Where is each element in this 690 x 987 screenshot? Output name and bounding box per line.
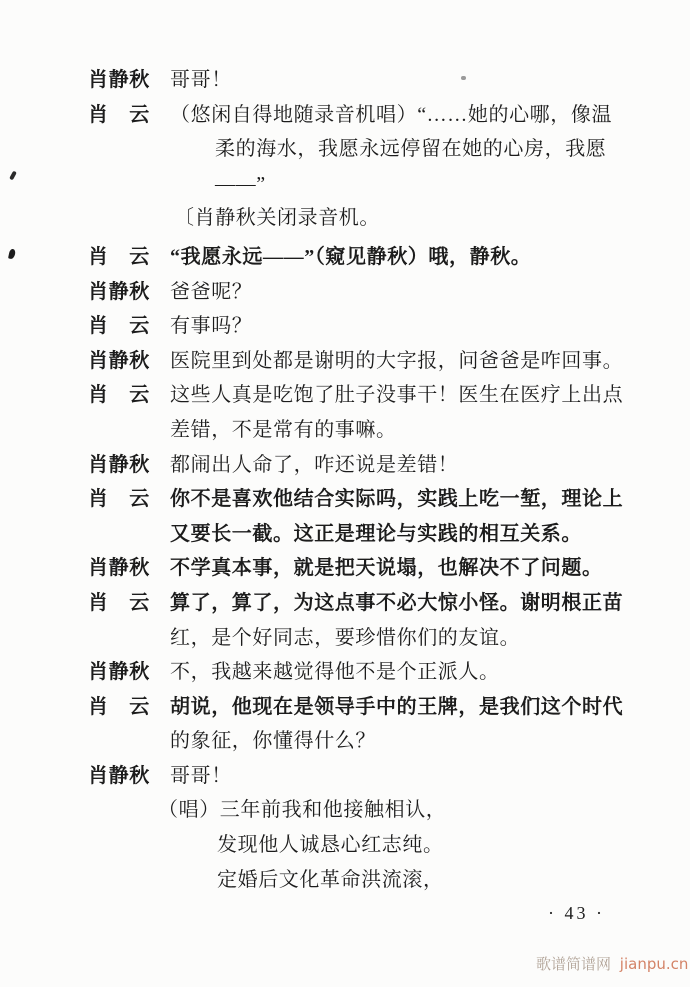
dialogue-text: 有事吗？ bbox=[170, 315, 253, 338]
script-line bbox=[88, 690, 670, 725]
dialogue-text: 你不是喜欢他结合实际吗，实践上吃一堑，理论上 bbox=[170, 488, 624, 511]
speaker-name: 肖 云 bbox=[88, 103, 150, 126]
script-line-continuation bbox=[88, 167, 670, 202]
script-line bbox=[88, 309, 670, 344]
speaker-name: 肖静秋 bbox=[88, 280, 150, 303]
script-body bbox=[88, 63, 670, 897]
dialogue-text: （悠闲自得地随录音机唱）“……她的心哪，像温 bbox=[170, 103, 613, 126]
script-line-continuation bbox=[88, 724, 670, 759]
dialogue-text: 哥哥！ bbox=[170, 69, 232, 91]
dialogue-text: 不，我越来越觉得他不是个正派人。 bbox=[170, 661, 500, 684]
script-line bbox=[88, 344, 670, 379]
dialogue-text: 的象征，你懂得什么？ bbox=[170, 730, 376, 753]
dialogue-text: 算了，算了，为这点事不必大惊小怪。谢明根正苗 bbox=[170, 591, 624, 614]
song-text: （唱）三年前我和他接触相认， bbox=[158, 799, 447, 822]
script-line bbox=[88, 655, 670, 690]
speaker-name: 肖静秋 bbox=[88, 349, 150, 372]
script-line-continuation bbox=[88, 132, 670, 167]
script-line bbox=[88, 448, 670, 483]
speaker-name: 肖 云 bbox=[88, 591, 150, 614]
dialogue-text: 都闹出人命了，咋还说是差错！ bbox=[170, 453, 459, 476]
watermark bbox=[536, 953, 688, 974]
script-line bbox=[88, 378, 670, 413]
speaker-name: 肖 云 bbox=[88, 488, 150, 511]
song-line bbox=[88, 793, 670, 828]
dialogue-text: 不学真本事，就是把天说塌，也解决不了问题。 bbox=[170, 557, 603, 580]
speaker-name: 肖 云 bbox=[88, 384, 150, 407]
watermark-site-name: 歌谱简谱网 bbox=[536, 955, 612, 973]
ink-speck-left-2 bbox=[8, 248, 16, 259]
script-line-continuation bbox=[88, 413, 670, 448]
dialogue-text: ——” bbox=[215, 172, 266, 195]
speaker-name: 肖 云 bbox=[88, 695, 150, 718]
script-line bbox=[88, 759, 670, 794]
speaker-name: 肖 云 bbox=[88, 245, 150, 268]
song-line bbox=[88, 863, 670, 898]
dialogue-text: 又要长一截。这正是理论与实践的相互关系。 bbox=[170, 522, 582, 545]
dialogue-text: 胡说，他现在是领导手中的王牌，是我们这个时代 bbox=[170, 695, 624, 718]
page-number: · 43 · bbox=[548, 903, 605, 923]
stage-direction bbox=[88, 201, 670, 236]
speaker-name: 肖 云 bbox=[88, 315, 150, 338]
script-line bbox=[88, 240, 670, 275]
dialogue-text: 爸爸呢？ bbox=[170, 280, 253, 303]
script-line bbox=[88, 482, 670, 517]
script-line bbox=[88, 63, 670, 98]
watermark-site-url: jianpu.cn bbox=[619, 955, 689, 973]
dialogue-text: 医院里到处都是谢明的大字报，问爸爸是咋回事。 bbox=[170, 349, 624, 372]
dialogue-text: 差错，不是常有的事嘛。 bbox=[170, 418, 397, 441]
dialogue-text: 哥哥！ bbox=[170, 764, 232, 787]
dialogue-text: 柔的海水，我愿永远停留在她的心房，我愿 bbox=[215, 138, 607, 161]
song-line bbox=[88, 828, 670, 863]
script-line bbox=[88, 98, 670, 133]
speaker-name: 肖静秋 bbox=[88, 69, 150, 91]
speaker-name: 肖静秋 bbox=[88, 557, 150, 580]
ink-speck-left-1 bbox=[9, 171, 17, 181]
dialogue-text: “我愿永远——”（窥见静秋）哦，静秋。 bbox=[170, 245, 532, 268]
speaker-name: 肖静秋 bbox=[88, 661, 150, 684]
script-line-continuation bbox=[88, 621, 670, 656]
dialogue-text: 这些人真是吃饱了肚子没事干！医生在医疗上出点 bbox=[170, 384, 624, 407]
script-line bbox=[88, 586, 670, 621]
script-line-continuation bbox=[88, 517, 670, 552]
speaker-name: 肖静秋 bbox=[88, 453, 150, 476]
script-line bbox=[88, 551, 670, 586]
stage-direction-text: 〔肖静秋关闭录音机。 bbox=[174, 207, 380, 230]
script-line bbox=[88, 275, 670, 310]
speaker-name: 肖静秋 bbox=[88, 764, 150, 787]
song-text: 发现他人诚恳心红志纯。 bbox=[217, 834, 444, 857]
dialogue-text: 红，是个好同志，要珍惜你们的友谊。 bbox=[170, 626, 521, 649]
song-text: 定婚后文化革命洪流滚， bbox=[217, 868, 444, 891]
